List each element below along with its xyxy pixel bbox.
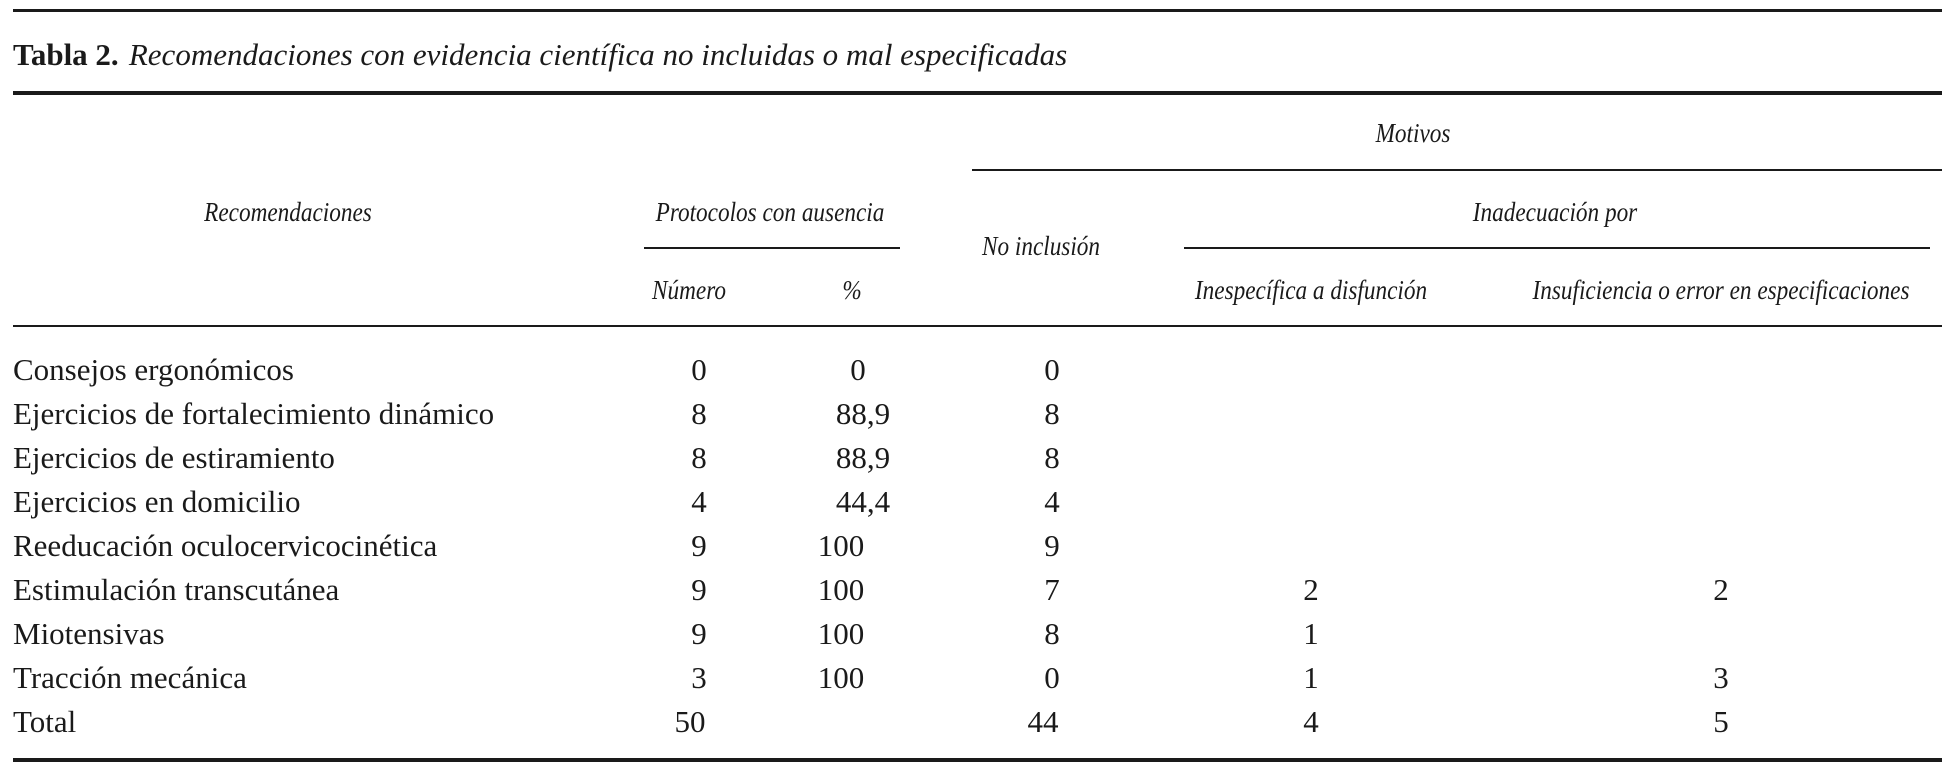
header-recomendaciones: Recomendaciones bbox=[204, 197, 372, 227]
cell-porcentaje: 88,9 bbox=[835, 440, 891, 475]
cell-inespecifica: 2 bbox=[1303, 572, 1319, 607]
cell-insuficiencia: 2 bbox=[1713, 572, 1729, 607]
header-porcentaje: % bbox=[842, 275, 862, 305]
row-label-total: Total bbox=[13, 704, 77, 739]
cell-numero: 3 bbox=[691, 660, 707, 695]
motivos-rule bbox=[972, 169, 1942, 171]
cell-insuficiencia-total: 5 bbox=[1713, 704, 1729, 739]
cell-inespecifica-total: 4 bbox=[1303, 704, 1319, 739]
cell-no-inclusion: 8 bbox=[1044, 440, 1060, 475]
cell-numero: 8 bbox=[691, 396, 707, 431]
header-inespecifica: Inespecífica a disfunción bbox=[1194, 275, 1428, 305]
header-insuficiencia: Insuficiencia o error en especificaciones bbox=[1532, 275, 1910, 305]
cell-no-inclusion: 0 bbox=[1044, 352, 1060, 387]
cell-numero-total: 50 bbox=[674, 704, 706, 739]
cell-insuficiencia: 3 bbox=[1713, 660, 1729, 695]
cell-porcentaje: 100 bbox=[817, 660, 865, 695]
cell-numero: 9 bbox=[691, 528, 707, 563]
caption-label: Tabla 2. bbox=[13, 37, 119, 72]
header-protocolos-con-ausencia: Protocolos con ausencia bbox=[655, 197, 885, 227]
cell-porcentaje: 100 bbox=[817, 572, 865, 607]
cell-no-inclusion: 7 bbox=[1044, 572, 1060, 607]
cell-no-inclusion: 8 bbox=[1044, 616, 1060, 651]
row-label: Estimulación transcutánea bbox=[13, 572, 340, 607]
row-label: Ejercicios en domicilio bbox=[13, 484, 301, 519]
inadecuacion-rule bbox=[1184, 247, 1930, 249]
bottom-rule bbox=[13, 758, 1942, 762]
top-rule bbox=[13, 9, 1942, 12]
caption-rule bbox=[13, 91, 1942, 95]
protocolos-rule bbox=[644, 247, 900, 249]
header-no-inclusion: No inclusión bbox=[981, 231, 1101, 261]
cell-inespecifica: 1 bbox=[1303, 660, 1319, 695]
cell-numero: 0 bbox=[691, 352, 707, 387]
header-numero: Número bbox=[652, 275, 726, 305]
cell-no-inclusion-total: 44 bbox=[1027, 704, 1059, 739]
cell-numero: 8 bbox=[691, 440, 707, 475]
cell-porcentaje: 100 bbox=[817, 528, 865, 563]
row-label: Reeducación oculocervicocinética bbox=[13, 528, 438, 563]
row-label: Ejercicios de estiramiento bbox=[13, 440, 335, 475]
cell-porcentaje: 88,9 bbox=[835, 396, 891, 431]
row-label: Ejercicios de fortalecimiento dinámico bbox=[13, 396, 495, 431]
row-label: Tracción mecánica bbox=[13, 660, 247, 695]
cell-no-inclusion: 4 bbox=[1044, 484, 1060, 519]
header-motivos: Motivos bbox=[1375, 118, 1451, 148]
cell-numero: 9 bbox=[691, 616, 707, 651]
cell-no-inclusion: 0 bbox=[1044, 660, 1060, 695]
cell-porcentaje: 0 bbox=[850, 352, 866, 387]
caption-title: Recomendaciones con evidencia científica no incluidas o mal especificadas bbox=[128, 37, 1068, 72]
cell-numero: 4 bbox=[691, 484, 707, 519]
cell-inespecifica: 1 bbox=[1303, 616, 1319, 651]
cell-porcentaje: 100 bbox=[817, 616, 865, 651]
table-caption bbox=[13, 39, 1067, 70]
cell-numero: 9 bbox=[691, 572, 707, 607]
header-rule bbox=[13, 325, 1942, 327]
row-label: Consejos ergonómicos bbox=[13, 352, 294, 387]
cell-porcentaje: 44,4 bbox=[835, 484, 891, 519]
header-inadecuacion-por: Inadecuación por bbox=[1472, 197, 1638, 227]
cell-no-inclusion: 8 bbox=[1044, 396, 1060, 431]
row-label: Miotensivas bbox=[13, 616, 165, 651]
cell-no-inclusion: 9 bbox=[1044, 528, 1060, 563]
